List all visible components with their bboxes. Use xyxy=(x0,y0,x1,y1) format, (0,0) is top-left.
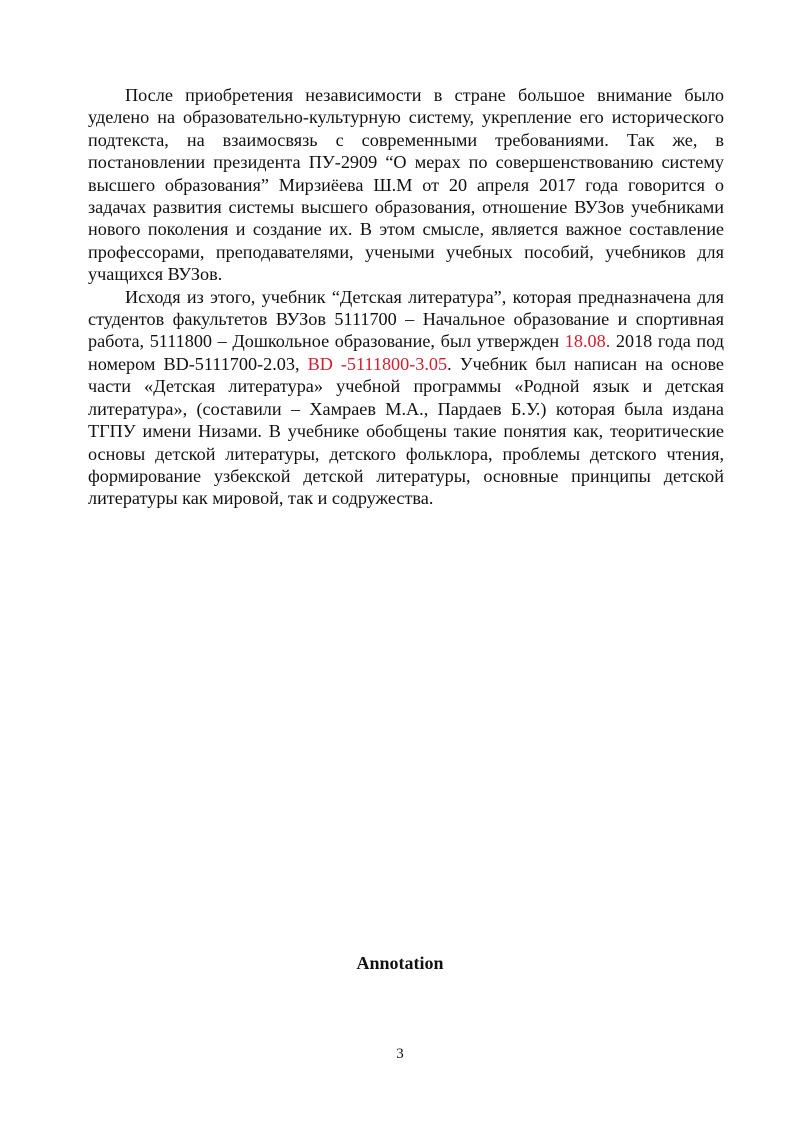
paragraph-2 xyxy=(88,286,724,510)
paragraph-1: После приобретения независимости в стране большое внимание было уделено на образовательно-культурную систему, укрепление его исторического подтекста, на взаимосвязь с современными требованиями. Так же, в постановлении президента ПУ-2909 “О мерах по совершенствованию систему высшего образования” Мирзиёева Ш.М от 20 апреля 2017 года говорится о задачах развития системы высшего образования, отношение ВУЗов учебниками нового поколения и создание их. В этом смысле, является важное составление профессорами, преподавателями, учеными учебных пособий, учебников для учащихся ВУЗов. xyxy=(88,85,724,285)
paragraph-2-part-1: Исходя из этого, учебник “Детская литература”, которая предназначена для студентов факультетов ВУЗов 5111700 – Начальное образование и спортивная работа, 5111800 – Дошкольное образование, был утвержден xyxy=(88,286,724,352)
page-number: 3 xyxy=(396,1046,404,1062)
paragraph-2-part-3: . Учебник был написан на основе части «Детская литература» учебной программы «Родной язык и детская литература», (составили – Хамраев М.А., Пардаев Б.У.) которая была издана ТГПУ имени Низами. В учебнике обобщены такие понятия как, теоритические основы детской литературы, детского фольклора, проблемы детского чтения, формирование узбекской детской литературы, основные принципы детской литературы как мировой, так и содружества. xyxy=(88,353,725,509)
registration-number-highlight: BD -5111800-3.05 xyxy=(307,353,448,374)
annotation-heading: Annotation xyxy=(356,953,444,973)
approval-date-highlight: 18.08. xyxy=(564,331,611,352)
body-text xyxy=(88,84,724,510)
paragraph-2-part-2: 2018 года под номером BD-5111700-2.03, xyxy=(88,331,724,374)
